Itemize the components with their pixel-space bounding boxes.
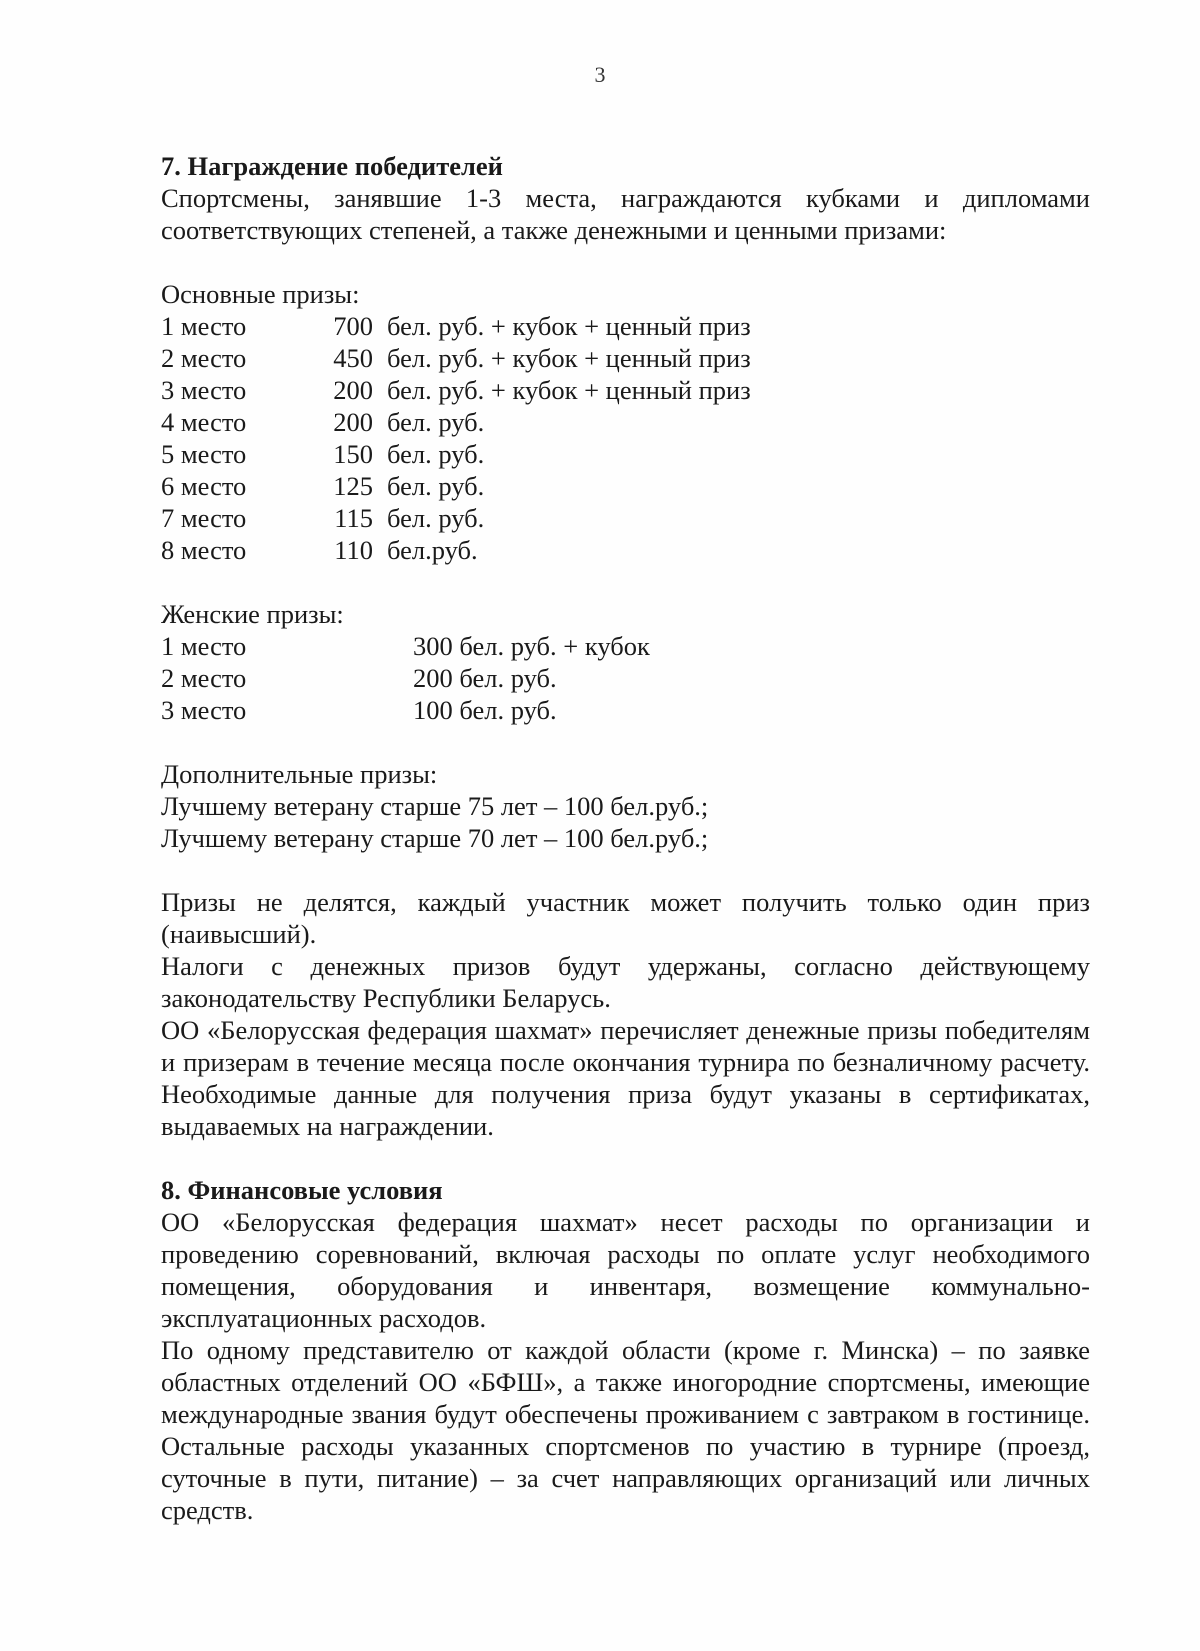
main-prize-row (161, 374, 1090, 406)
women-prizes-list (161, 630, 1090, 726)
page-number: 3 (594, 62, 606, 87)
main-prize-row (161, 342, 1090, 374)
main-prize-row (161, 438, 1090, 470)
prize-place: 3 место (161, 375, 247, 405)
women-prizes-label: Женские призы: (161, 599, 344, 629)
prize-place: 4 место (161, 407, 247, 437)
prize-place: 7 место (161, 503, 247, 533)
additional-prizes-label: Дополнительные призы: (161, 759, 438, 789)
prize-note: Призы не делятся, каждый участник может получить только один приз (наивысший). (161, 887, 1090, 949)
women-prize-row (161, 662, 1090, 694)
prize-amount: 200 (333, 407, 373, 437)
prize-description: бел. руб. + кубок + ценный приз (387, 375, 751, 405)
prize-amount: 110 (334, 535, 373, 565)
spacer (161, 246, 1090, 278)
prize-description: 200 бел. руб. (413, 663, 557, 693)
document-content (161, 150, 1090, 1526)
main-prize-row (161, 534, 1090, 566)
finance-paragraph: ОО «Белорусская федерация шахмат» несет расходы по организации и проведению соревнований, включая расходы по оплате услуг необходимого помещения, оборудования и инвентаря, возмещение коммунально-эксплуатационных расходов. (161, 1207, 1090, 1333)
spacer (161, 726, 1090, 758)
additional-prize-line: Лучшему ветерану старше 70 лет – 100 бел.руб.; (161, 823, 709, 853)
prize-description: бел. руб. + кубок + ценный приз (387, 311, 751, 341)
prize-place: 3 место (161, 695, 247, 725)
spacer (161, 854, 1090, 886)
main-prizes-label: Основные призы: (161, 279, 360, 309)
main-prizes-list (161, 310, 1090, 566)
prize-description: бел. руб. (387, 439, 485, 469)
prize-note: Налоги с денежных призов будут удержаны, согласно действующему законодательству Республики Беларусь. (161, 951, 1090, 1013)
additional-prize-line: Лучшему ветерану старше 75 лет – 100 бел.руб.; (161, 791, 709, 821)
prize-place: 2 место (161, 663, 247, 693)
prize-description: 300 бел. руб. + кубок (413, 631, 650, 661)
prize-place: 2 место (161, 343, 247, 373)
prize-place: 6 место (161, 471, 247, 501)
prize-description: бел. руб. (387, 471, 485, 501)
main-prize-row (161, 502, 1090, 534)
prize-description: бел. руб. + кубок + ценный приз (387, 343, 751, 373)
prize-place: 1 место (161, 631, 247, 661)
spacer (161, 1142, 1090, 1174)
prize-note: ОО «Белорусская федерация шахмат» перечисляет денежные призы победителям и призерам в течение месяца после окончания турнира по безналичному расчету. Необходимые данные для получения приза будут указаны в сертификатах, выдаваемых на награждении. (161, 1015, 1090, 1141)
prize-amount: 700 (333, 311, 373, 341)
prize-description: бел.руб. (387, 535, 478, 565)
women-prize-row (161, 694, 1090, 726)
spacer (161, 566, 1090, 598)
prize-description: бел. руб. (387, 407, 485, 437)
prize-amount: 450 (333, 343, 373, 373)
prize-place: 8 место (161, 535, 247, 565)
prize-amount: 200 (333, 375, 373, 405)
main-prize-row (161, 470, 1090, 502)
prize-description: 100 бел. руб. (413, 695, 557, 725)
main-prize-row (161, 406, 1090, 438)
section-7-intro: Спортсмены, занявшие 1-3 места, награждаются кубками и дипломами соответствующих степеней, а также денежными и ценными призами: (161, 183, 1090, 245)
section-8-title: 8. Финансовые условия (161, 1175, 443, 1205)
finance-paragraph: По одному представителю от каждой области (кроме г. Минска) – по заявке областных отделений ОО «БФШ», а также иногородние спортсмены, имеющие международные звания будут обеспечены проживанием с завтраком в гостинице. Остальные расходы указанных спортсменов по участию в турнире (проезд, суточные в пути, питание) – за счет направляющих организаций или личных средств. (161, 1335, 1090, 1525)
prize-amount: 125 (333, 471, 373, 501)
prize-place: 5 место (161, 439, 247, 469)
prize-amount: 115 (334, 503, 373, 533)
section-7-title: 7. Награждение победителей (161, 151, 503, 181)
prize-description: бел. руб. (387, 503, 485, 533)
main-prize-row (161, 310, 1090, 342)
prize-place: 1 место (161, 311, 247, 341)
women-prize-row (161, 630, 1090, 662)
prize-amount: 150 (333, 439, 373, 469)
